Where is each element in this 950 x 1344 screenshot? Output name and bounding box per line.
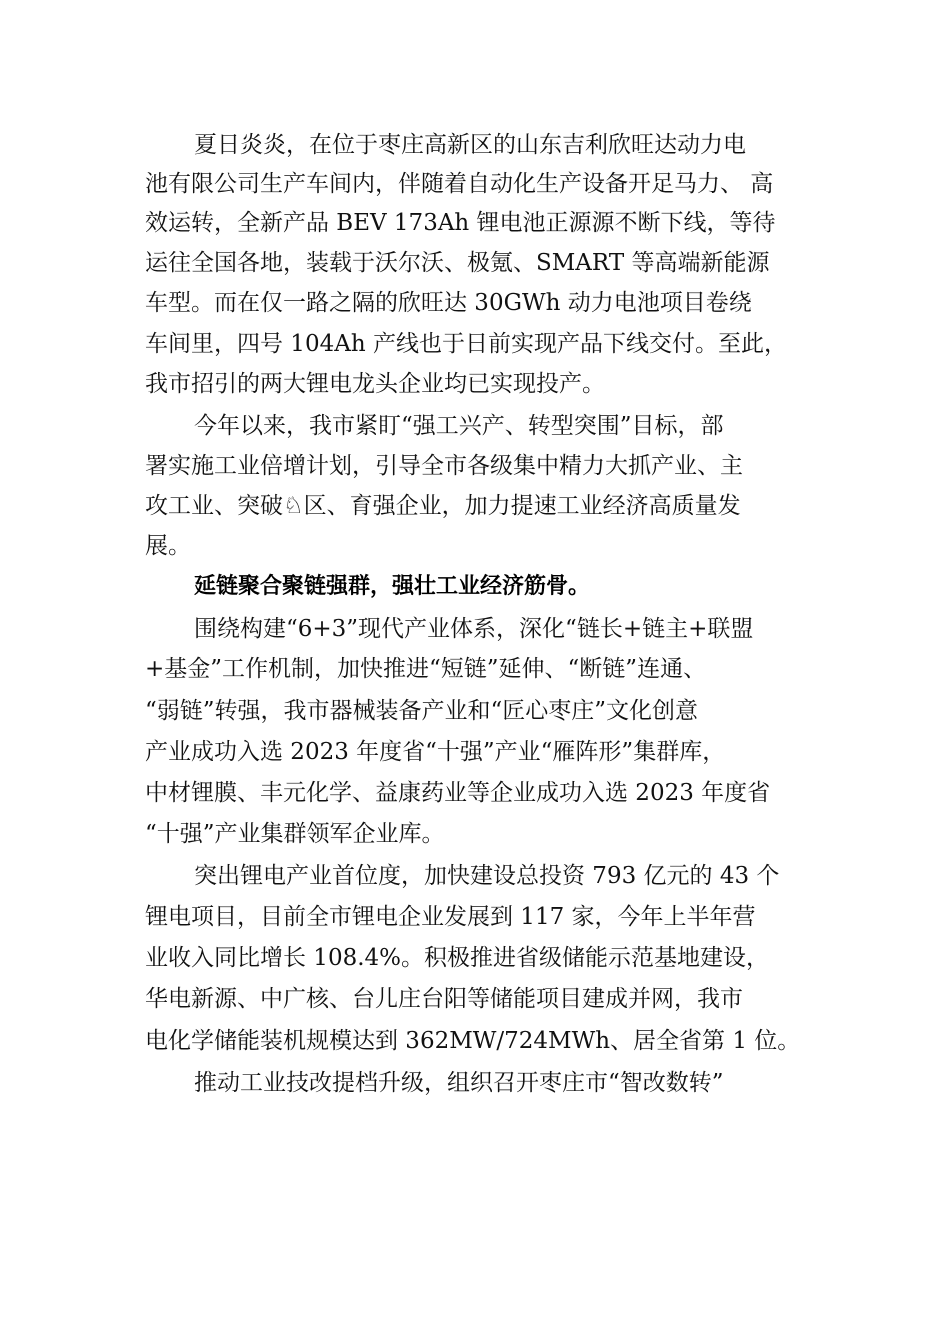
paragraph-1-line-4: 运往全国各地，装载于沃尔沃、极氪、SMART 等高端新能源 [145,250,770,276]
paragraph-2-line-2: 署实施工业倍增计划，引导全市各级集中精力大抓产业、主 [145,453,743,479]
paragraph-3-line-4: 产业成功入选 2023 年度省“十强”产业“雁阵形”集群库， [145,739,726,765]
paragraph-1-line-6: 车间里，四号 104Ah 产线也于日前实现产品下线交付。至此， [145,331,787,357]
paragraph-4-line-2: 锂电项目，目前全市锂电企业发展到 117 家，今年上半年营 [145,904,756,930]
paragraph-1-line-3: 效运转，全新产品 BEV 173Ah 锂电池正源源不断下线，等待 [145,210,776,236]
paragraph-4-line-3: 业收入同比增长 108.4%。积极推进省级储能示范基地建设， [145,945,770,971]
paragraph-3-line-5: 中材锂膜、丰元化学、益康药业等企业成功入选 2023 年度省 [145,780,771,806]
paragraph-4-line-5: 电化学储能装机规模达到 362MW/724MWh、居全省第 1 位。 [145,1028,801,1054]
paragraph-3-line-2: +基金”工作机制，加快推进“短链”延伸、“断链”连通、 [145,656,707,682]
paragraph-5-line-1: 推动工业技改提档升级，组织召开枣庄市“智改数转” [194,1070,724,1096]
paragraph-2-line-4: 展。 [145,533,191,559]
paragraph-3-line-6: “十强”产业集群领军企业库。 [145,821,445,847]
paragraph-2-line-3: 攻工业、突破♘区、育强企业，加力提速工业经济高质量发 [145,493,741,519]
paragraph-3-line-3: “弱链”转强，我市器械装备产业和“匠心枣庄”文化创意 [145,698,699,724]
paragraph-4-line-1: 突出锂电产业首位度，加快建设总投资 793 亿元的 43 个 [194,863,780,889]
paragraph-1-line-7: 我市招引的两大锂电龙头企业均已实现投产。 [145,371,605,397]
paragraph-2-line-1: 今年以来，我市紧盯“强工兴产、转型突围”目标，部 [194,413,724,439]
paragraph-1-line-5: 车型。而在仅一路之隔的欣旺达 30GWh 动力电池项目卷绕 [145,290,752,316]
paragraph-4-line-4: 华电新源、中广核、台儿庄台阳等储能项目建成并网，我市 [145,986,743,1012]
section-heading: 延链聚合聚链强群，强壮工业经济筋骨。 [194,574,591,599]
paragraph-1-line-2: 池有限公司生产车间内，伴随着自动化生产设备开足马力、 高 [145,171,774,197]
paragraph-3-line-1: 围绕构建“6+3”现代产业体系，深化“链长+链主+联盟 [194,616,754,642]
paragraph-1-line-1: 夏日炎炎，在位于枣庄高新区的山东吉利欣旺达动力电 [194,132,746,158]
